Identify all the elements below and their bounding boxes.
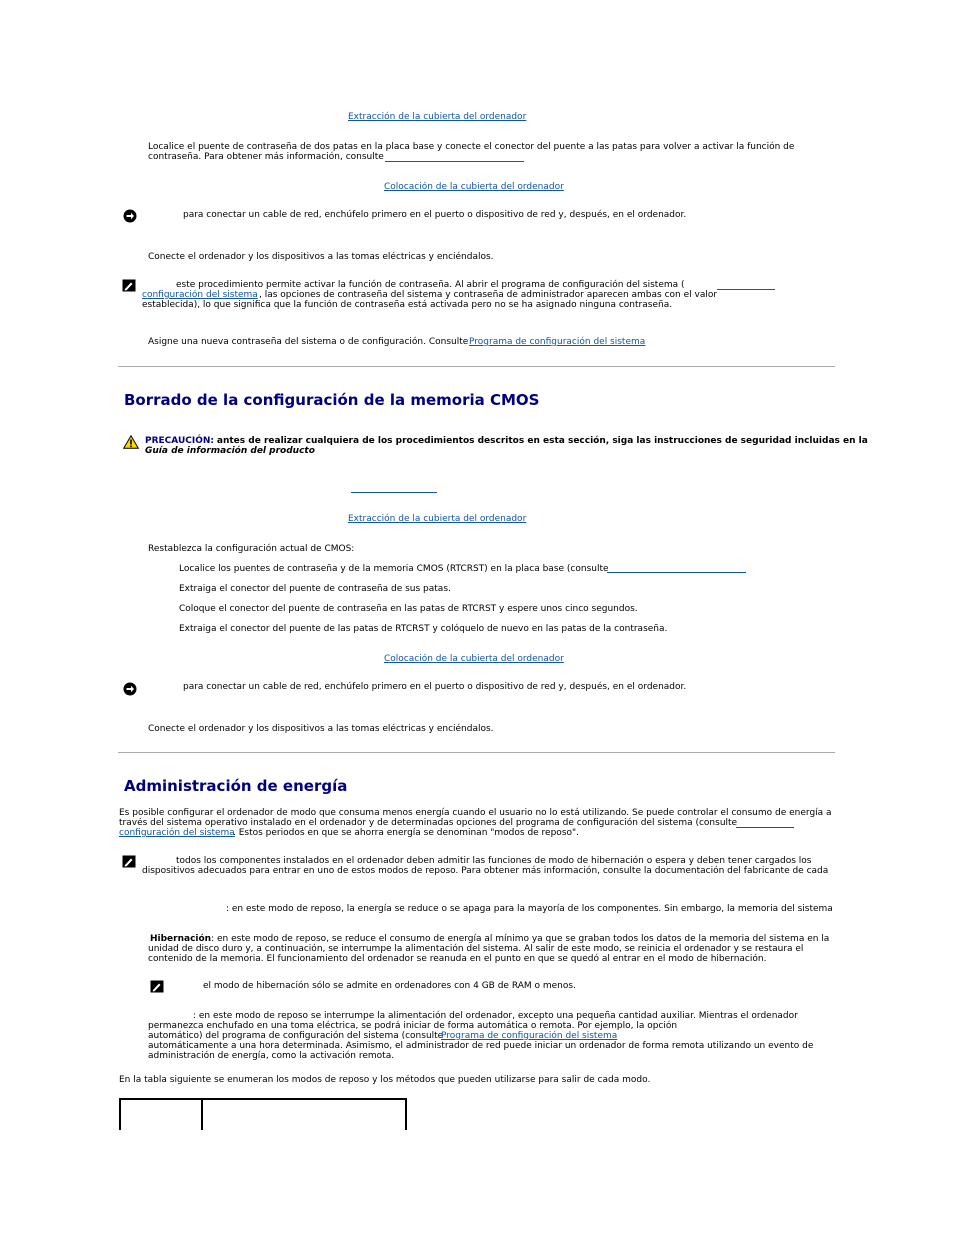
link-placeholder[interactable]	[736, 827, 794, 828]
note-icon	[150, 980, 164, 993]
notice-icon	[123, 209, 137, 223]
hibernate-line-1	[150, 934, 829, 944]
link-placeholder[interactable]	[385, 161, 524, 162]
hibernate-text-3: contenido de la memoria. El funcionamiento del ordenador se reanuda en el punto en que se quedó al entrar en el modo de hibernación.	[148, 954, 767, 964]
step-a: Localice los puentes de contraseña y de la memoria CMOS (RTCRST) en la placa base (consulte	[179, 564, 609, 574]
caution-body: antes de realizar cualquiera de los procedimientos descritos en esta sección, siga las instrucciones de seguridad incluidas en la	[216, 436, 868, 446]
reset-text: Restablezca la configuración actual de CMOS:	[148, 544, 355, 554]
link-placeholder[interactable]	[717, 289, 775, 290]
step-d: Extraiga el conector del puente de las patas de RTCRST y colóquelo de nuevo en las patas de la contraseña.	[179, 624, 668, 634]
off-text-2: permanezca enchufado en una toma eléctrica, se podrá iniciar de forma automática o remota. Por ejemplo, la opción	[148, 1021, 678, 1031]
caution-icon	[123, 435, 139, 449]
caution-label: PRECAUCIÓN:	[145, 436, 215, 446]
power-heading: Administración de energía	[124, 777, 348, 795]
note-icon	[122, 279, 136, 292]
off-link-setup[interactable]: Programa de configuración del sistema	[441, 1031, 618, 1041]
hibernate-text-1: : en este modo de reposo, se reduce el consumo de energía al mínimo ya que se graban todos los datos de la memoria del sistema en la	[211, 934, 830, 944]
assign-link-setup[interactable]: Programa de configuración del sistema	[469, 337, 646, 347]
note-link-setup[interactable]: configuración del sistema	[142, 290, 258, 300]
off-text-3: automático) del programa de configuración del sistema (consulte	[148, 1031, 444, 1041]
note-text-3: establecida), lo que significa que la función de contraseña está activada pero no se ha asignado ninguna contraseña.	[142, 300, 673, 310]
note-icon	[122, 855, 136, 868]
connect-text-2: Conecte el ordenador y los dispositivos a las tomas eléctricas y enciéndalos.	[148, 724, 494, 734]
caution-guide: Guía de información del producto	[145, 446, 315, 456]
link-placeholder[interactable]	[607, 572, 746, 573]
link-replace-cover[interactable]: Colocación de la cubierta del ordenador	[384, 182, 564, 192]
hibernate-text-2: unidad de disco duro y, a continuación, se interrumpe la alimentación del sistema. Al salir de este modo, se reinicia el ordenador y se restaura el	[148, 944, 804, 954]
locate-jumper-text: Localice el puente de contraseña de dos patas en la placa base y conecte el conector del puente a las patas para volver a activar la función de	[148, 142, 795, 152]
notice-text: para conectar un cable de red, enchúfelo primero en el puerto o dispositivo de red y, después, en el ordenador.	[183, 210, 687, 220]
note-text-2: , las opciones de contraseña del sistema y contraseña de administrador aparecen ambas con el valor	[259, 290, 718, 300]
power-intro-3: . Estos periodos en que se ahorra energía se denominan "modos de reposo".	[233, 828, 580, 838]
power-intro-1: Es posible configurar el ordenador de modo que consuma menos energía cuando el usuario no lo está utilizando. Se puede controlar el consumo de energía a	[119, 808, 832, 818]
off-text-1: : en este modo de reposo se interrumpe la alimentación del ordenador, excepto una pequeña cantidad auxiliar. Mientras el ordenador	[193, 1011, 798, 1021]
divider	[118, 366, 835, 367]
cmos-heading: Borrado de la configuración de la memoria CMOS	[124, 391, 540, 409]
table-intro: En la tabla siguiente se enumeran los modos de reposo y los métodos que pueden utilizarse para salir de cada modo.	[119, 1075, 651, 1085]
note-text-1: este procedimiento permite activar la función de contraseña. Al abrir el programa de configuración del sistema (	[176, 280, 685, 290]
step-b: Extraiga el conector del puente de contraseña de sus patas.	[179, 584, 451, 594]
step-c: Coloque el conector del puente de contraseña en las patas de RTCRST y espere unos cinco segundos.	[179, 604, 638, 614]
link-remove-cover-2[interactable]: Extracción de la cubierta del ordenador	[348, 514, 527, 524]
power-intro-link[interactable]: configuración del sistema	[119, 828, 235, 838]
notice-text-2: para conectar un cable de red, enchúfelo primero en el puerto o dispositivo de red y, después, en el ordenador.	[183, 682, 687, 692]
link-replace-cover-2[interactable]: Colocación de la cubierta del ordenador	[384, 654, 564, 664]
locate-jumper-text-2: contraseña. Para obtener más información, consulte	[148, 152, 384, 162]
standby-text: : en este modo de reposo, la energía se reduce o se apaga para la mayoría de los componentes. Sin embargo, la memoria del sistema	[226, 904, 833, 914]
caution-text	[145, 436, 868, 446]
hibernate-note: el modo de hibernación sólo se admite en ordenadores con 4 GB de RAM o menos.	[203, 981, 576, 991]
power-note-1: todos los componentes instalados en el ordenador deben admitir las funciones de modo de hibernación o espera y deben tener cargados los	[176, 856, 812, 866]
divider	[118, 752, 835, 753]
power-note-2: dispositivos adecuados para entrar en uno de estos modos de reposo. Para obtener más información, consulte la documentación del fabricante de cada	[142, 866, 829, 876]
hibernate-label: Hibernación	[150, 934, 212, 944]
off-text-5: administración de energía, como la activación remota.	[148, 1051, 395, 1061]
table-column-divider	[201, 1100, 203, 1130]
link-placeholder[interactable]	[351, 492, 437, 493]
off-text-4: automáticamente a una hora determinada. Asimismo, el administrador de red puede iniciar un ordenador de forma remota utilizando un evento de	[148, 1041, 814, 1051]
assign-text: Asigne una nueva contraseña del sistema o de configuración. Consulte	[148, 337, 469, 347]
connect-text: Conecte el ordenador y los dispositivos a las tomas eléctricas y enciéndalos.	[148, 252, 494, 262]
power-intro-2: través del sistema operativo instalado en el ordenador y de determinadas opciones del programa de configuración del sistema (consulte	[119, 818, 738, 828]
sleep-modes-table	[119, 1098, 407, 1130]
notice-icon	[123, 682, 137, 696]
link-remove-cover[interactable]: Extracción de la cubierta del ordenador	[348, 112, 527, 122]
